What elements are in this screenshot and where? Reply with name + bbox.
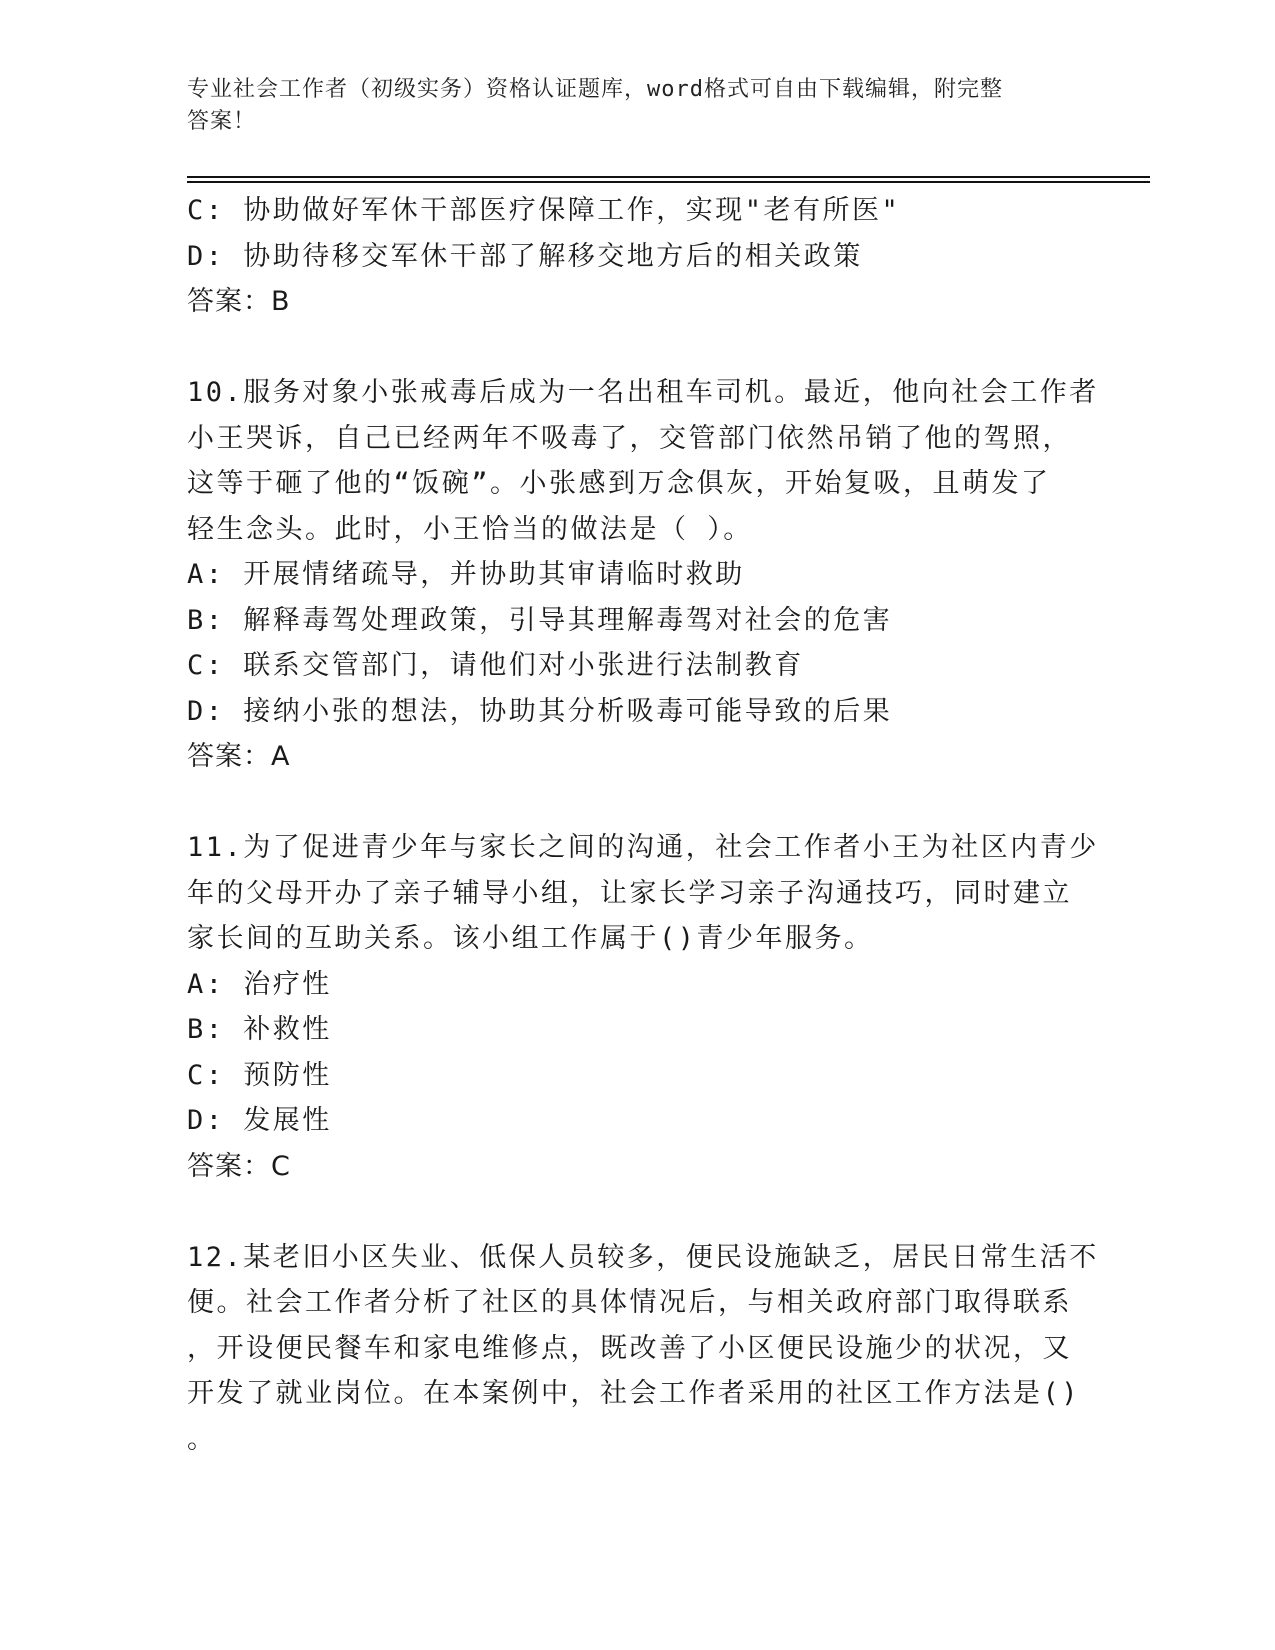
spacer <box>187 325 1087 371</box>
option-a: A: 开展情绪疏导，并协助其审请临时救助 <box>187 559 745 590</box>
question-text-line: 便。社会工作者分析了社区的具体情况后，与相关政府部门取得联系 <box>187 1287 1072 1318</box>
spacer <box>187 1189 1087 1235</box>
question-text-line: 10.服务对象小张戒毒后成为一名出租车司机。最近，他向社会工作者 <box>187 377 1099 408</box>
question-text-line: 年的父母开办了亲子辅导小组，让家长学习亲子沟通技巧，同时建立 <box>187 877 1072 909</box>
answer-line: 答案：C <box>187 1150 291 1182</box>
question-text-line: 家长间的互助关系。该小组工作属于()青少年服务。 <box>187 923 874 954</box>
option-d: D: 发展性 <box>187 1105 332 1136</box>
spacer <box>187 780 1087 826</box>
header-divider-bottom <box>187 181 1150 183</box>
question-12 <box>187 1235 1099 1463</box>
question-text-line: 11.为了促进青少年与家长之间的沟通，社会工作者小王为社区内青少 <box>187 832 1099 863</box>
answer-line: 答案：A <box>187 741 291 772</box>
option-d: D: 协助待移交军休干部了解移交地方后的相关政策 <box>187 240 863 272</box>
header-line-1: 专业社会工作者（初级实务）资格认证题库，word格式可自由下载编辑，附完整 <box>187 77 1003 102</box>
question-text-line: 小王哭诉，自己已经两年不吸毒了，交管部门依然吊销了他的驾照， <box>187 422 1072 454</box>
header-line-2: 答案！ <box>187 109 257 134</box>
option-d: D: 接纳小张的想法，协助其分析吸毒可能导致的后果 <box>187 695 893 727</box>
option-c: C: 协助做好军休干部医疗保障工作，实现"老有所医" <box>187 195 901 226</box>
option-a: A: 治疗性 <box>187 968 332 1000</box>
option-b: B: 补救性 <box>187 1014 332 1045</box>
question-11 <box>187 825 1099 1189</box>
question-text-line: 。 <box>187 1423 217 1455</box>
header-divider-top <box>187 176 1150 178</box>
question-text-line: 这等于砸了他的“饭碗”。小张感到万念俱灰，开始复吸，且萌发了 <box>187 468 1051 499</box>
question-text-line: ，开设便民餐车和家电维修点，既改善了小区便民设施少的状况，又 <box>187 1332 1072 1364</box>
option-c: C: 预防性 <box>187 1059 332 1091</box>
question-9-tail <box>187 188 1087 325</box>
option-b: B: 解释毒驾处理政策，引导其理解毒驾对社会的危害 <box>187 604 893 636</box>
question-text-line: 12.某老旧小区失业、低保人员较多，便民设施缺乏，居民日常生活不 <box>187 1241 1099 1273</box>
option-c: C: 联系交管部门，请他们对小张进行法制教育 <box>187 650 804 681</box>
question-10 <box>187 370 1099 780</box>
document-body <box>187 188 1099 1462</box>
question-text-line: 开发了就业岗位。在本案例中，社会工作者采用的社区工作方法是() <box>187 1378 1081 1409</box>
answer-line: 答案：B <box>187 286 291 317</box>
document-header <box>187 74 1087 138</box>
question-text-line: 轻生念头。此时，小王恰当的做法是（ ）。 <box>187 513 753 545</box>
